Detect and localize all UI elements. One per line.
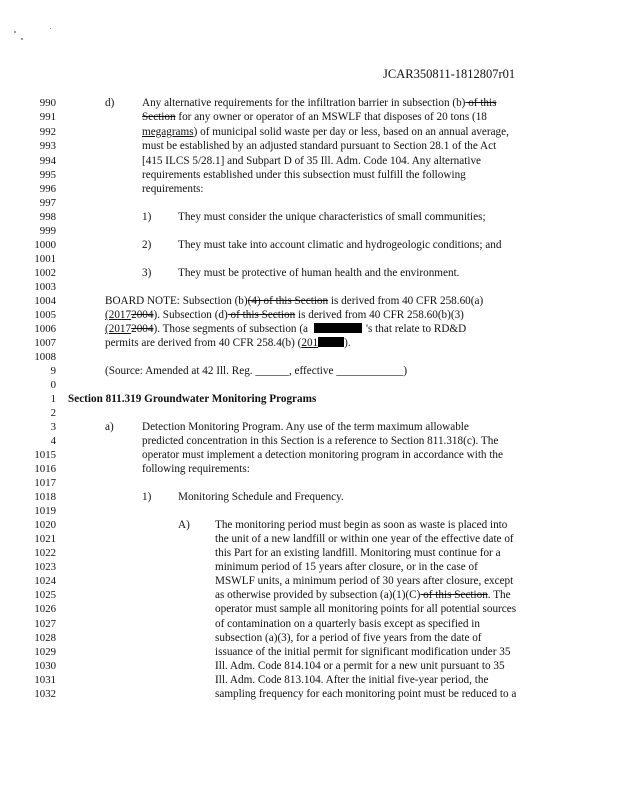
text-line: permits are derived from 40 CFR 258.4(b) (201 ). (105, 337, 351, 349)
subsection-label: d) (105, 97, 115, 109)
line-number: 1000 (34, 239, 56, 251)
line-number: 990 (39, 97, 56, 109)
item-label: 3) (142, 267, 152, 279)
item-label: 2) (142, 239, 152, 251)
line-number: 1024 (34, 575, 56, 587)
text-line: (20172004). Those segments of subsection (a 's that relate to RD&D (105, 323, 467, 335)
line-number: 997 (39, 197, 56, 209)
line-number: 1004 (34, 295, 56, 307)
line-number: 1022 (34, 547, 56, 559)
line-number: 1020 (34, 519, 56, 531)
line-number: 991 (39, 111, 56, 123)
line-number: 1027 (34, 618, 56, 630)
line-number: 3 (50, 421, 56, 433)
line-number: 1026 (34, 603, 56, 615)
item-text: They must take into account climatic and hydrogeologic conditions; and (178, 239, 502, 251)
text-line: Ill. Adm. Code 814.104 or a permit for a new unit pursuant to 35 (215, 660, 505, 672)
line-number: 1005 (34, 309, 56, 321)
line-number: 1029 (34, 646, 56, 658)
text-line: (20172004). Subsection (d) of this Section is derived from 40 CFR 258.60(b)(3) (105, 309, 464, 321)
line-number: 998 (39, 211, 56, 223)
source-note: (Source: Amended at 42 Ill. Reg. ______, effective ____________) (105, 365, 408, 377)
item-text: Monitoring Schedule and Frequency. (178, 491, 344, 503)
text-line: BOARD NOTE: Subsection (b)(4) of this Section is derived from 40 CFR 258.60(a) (105, 295, 484, 307)
line-number: 1025 (34, 589, 56, 601)
text-line: requirements: (142, 183, 204, 195)
subsection-label: a) (105, 421, 114, 433)
document-id: JCAR350811-1812807r01 (383, 67, 516, 81)
scan-speck (21, 38, 23, 40)
line-number: 1007 (34, 337, 56, 349)
text-line: MSWLF units, a minimum period of 30 years after closure, except (215, 575, 514, 587)
text-line: The monitoring period must begin as soon as waste is placed into (215, 519, 508, 531)
text-line: following requirements: (142, 463, 250, 475)
scan-speck (14, 31, 16, 33)
line-number: 0 (50, 379, 56, 391)
line-number: 1015 (34, 449, 56, 461)
line-number: 9 (50, 365, 56, 377)
line-number: 994 (39, 155, 56, 167)
redaction-mark (314, 323, 362, 333)
item-text: They must consider the unique characteristics of small communities; (178, 211, 486, 223)
text-line: predicted concentration in this Section is a reference to Section 811.318(c). The (142, 435, 499, 447)
line-number: 1032 (34, 688, 56, 700)
line-number: 995 (39, 169, 56, 181)
line-number: 1002 (34, 267, 56, 279)
line-number: 996 (39, 183, 56, 195)
line-number: 1001 (34, 253, 56, 265)
line-number: 1019 (34, 505, 56, 517)
text-line: requirements established under this subsection must fulfill the following (142, 169, 466, 181)
text-line: Detection Monitoring Program. Any use of the term maximum allowable (142, 421, 469, 433)
item-label: 1) (142, 491, 152, 503)
text-line: megagrams) of municipal solid waste per day or less, based on an annual average, (142, 126, 509, 138)
item-label: 1) (142, 211, 152, 223)
text-line: operator must implement a detection monitoring program in accordance with the (142, 449, 503, 461)
line-number: 1023 (34, 561, 56, 573)
text-line: the unit of a new landfill or within one year of the effective date of (215, 533, 514, 545)
text-line: minimum period of 15 years after closure, or in the case of (215, 561, 478, 573)
item-text: They must be protective of human health and the environment. (178, 267, 460, 279)
item-label: A) (178, 519, 190, 531)
line-number: 1021 (34, 533, 56, 545)
line-number: 1006 (34, 323, 56, 335)
line-number: 1016 (34, 463, 56, 475)
line-number: 1003 (34, 281, 56, 293)
line-number: 993 (39, 140, 56, 152)
line-number: 992 (39, 126, 56, 138)
text-line: must be established by an adjusted standard pursuant to Section 28.1 of the Act (142, 140, 497, 152)
line-number: 2 (50, 407, 56, 419)
text-line: [415 ILCS 5/28.1] and Subpart D of 35 Ill. Adm. Code 104. Any alternative (142, 155, 481, 167)
line-number: 1017 (34, 477, 56, 489)
line-number: 1018 (34, 491, 56, 503)
scan-speck (50, 28, 51, 29)
text-line: this Part for an existing landfill. Monitoring must continue for a (215, 547, 501, 559)
text-line: subsection (a)(3), for a period of five years from the date of (215, 632, 482, 644)
line-number: 1030 (34, 660, 56, 672)
redaction-mark (318, 337, 344, 347)
line-number: 1031 (34, 674, 56, 686)
text-line: Ill. Adm. Code 813.104. After the initial five-year period, the (215, 674, 489, 686)
section-title: Section 811.319 Groundwater Monitoring Programs (68, 393, 317, 405)
text-line: sampling frequency for each monitoring point must be reduced to a (215, 688, 517, 700)
line-number: 999 (39, 225, 56, 237)
line-number: 4 (50, 435, 56, 447)
text-line: of contamination on a quarterly basis except as specified in (215, 618, 480, 630)
text-line: operator must sample all monitoring points for all potential sources (215, 603, 517, 615)
text-line: Section for any owner or operator of an MSWLF that disposes of 20 tons (18 (142, 111, 487, 123)
text-line: as otherwise provided by subsection (a)(1)(C) of this Section. The (215, 589, 511, 601)
text-line: issuance of the initial permit for significant modification under 35 (215, 646, 511, 658)
text-line: Any alternative requirements for the infiltration barrier in subsection (b) of this (142, 97, 497, 109)
line-number: 1028 (34, 632, 56, 644)
line-number: 1008 (34, 351, 56, 363)
line-number: 1 (50, 393, 56, 405)
